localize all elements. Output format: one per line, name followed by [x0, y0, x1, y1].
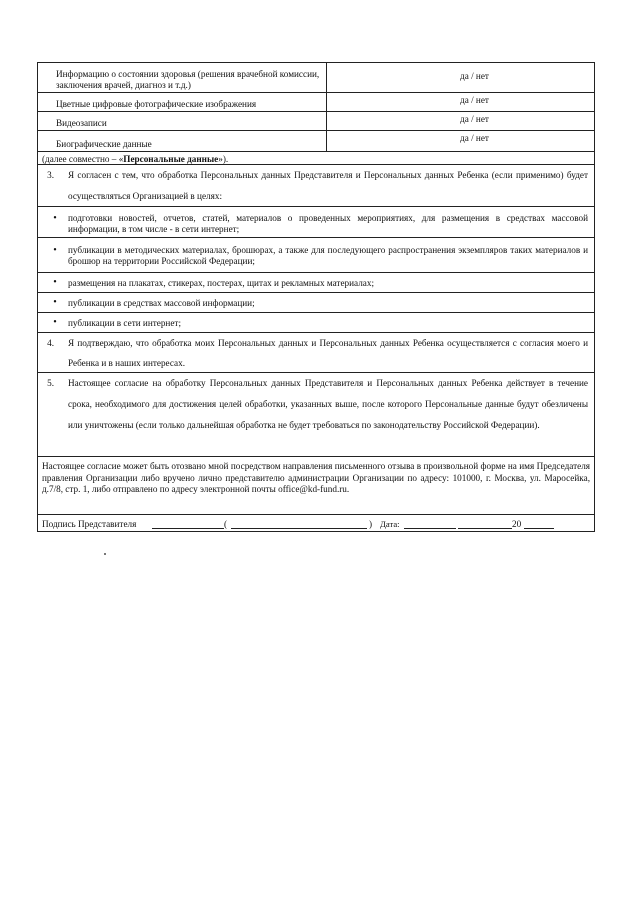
revocation-note: Настоящее согласие может быть отозвано мной посредством направления письменного отзыва в произвольной форме на имя Председателя правления Организации либо вручено лично представителю администрации Организации по адресу: 101000, г. Москва, ул. Маросейка, д.7/8, стр. 1, либо отправлено по адресу электронной почты office@kd-fund.ru. — [38, 457, 594, 515]
data-row-bio — [38, 131, 594, 152]
date-year-field[interactable] — [524, 528, 554, 529]
yes-no-choice[interactable]: да / нет — [460, 114, 489, 124]
consent-form — [37, 62, 595, 532]
joint-suffix: »). — [218, 154, 229, 164]
clause-3 — [38, 165, 594, 207]
data-label: Цветные цифровые фотографические изображения — [38, 93, 327, 111]
data-label: Биографические данные — [38, 131, 327, 151]
bullet-icon: • — [53, 317, 57, 328]
purpose-item — [38, 238, 594, 273]
data-row-health — [38, 63, 594, 93]
clause-number: 3. — [47, 170, 54, 180]
purpose-item — [38, 273, 594, 293]
joint-definition — [38, 152, 594, 165]
clause-text: Настоящее согласие на обработку Персональных данных Представителя и Персональных данных Ребенка действует в течение срока, необходимого для достижения целей обработки, указанных выше, после которого Персональные данные будут обезличены или уничтожены (если только дальнейшая обработка не будет требоваться по законодательству Российской Федерации). — [68, 378, 588, 430]
year-prefix: 20 — [512, 519, 522, 529]
purpose-item — [38, 207, 594, 238]
yes-no-choice[interactable]: да / нет — [460, 133, 489, 143]
signature-field[interactable] — [152, 528, 224, 529]
signature-label: Подпись Представителя — [42, 519, 137, 529]
bullet-icon: • — [53, 297, 57, 308]
purpose-text: публикации в средствах массовой информации; — [68, 298, 255, 308]
name-field[interactable] — [231, 528, 367, 529]
joint-term: Персональные данные — [123, 154, 219, 164]
purpose-item — [38, 293, 594, 313]
data-row-photos — [38, 93, 594, 112]
date-month-field[interactable] — [458, 528, 512, 529]
signature-row — [38, 515, 594, 531]
clause-4 — [38, 333, 594, 373]
bullet-icon: • — [53, 277, 57, 288]
clause-5 — [38, 373, 594, 457]
purpose-text: публикации в сети интернет; — [68, 318, 181, 328]
clause-text: Я подтверждаю, что обработка моих Персональных данных и Персональных данных Ребенка осуществляется с согласия моего и Ребенка и в наших интересах. — [68, 338, 588, 368]
purpose-text: подготовки новостей, отчетов, статей, материалов о проведенных мероприятиях, для размещения в средствах массовой информации, в том числе - в сети интернет; — [68, 213, 588, 234]
paren-close: ) — [369, 519, 373, 529]
date-label: Дата: — [380, 519, 400, 529]
clause-number: 5. — [47, 378, 54, 388]
clause-text: Я согласен с тем, что обработка Персональных данных Представителя и Персональных данных Ребенка (если применимо) будет осуществляться Организацией в целях: — [68, 170, 588, 201]
date-day-field[interactable] — [404, 528, 456, 529]
data-label: Видеозаписи — [38, 112, 327, 130]
joint-prefix: (далее совместно – « — [42, 154, 124, 164]
yes-no-choice[interactable]: да / нет — [460, 95, 489, 105]
data-label: Информацию о состоянии здоровья (решения врачебной комиссии, заключения врачей, диагноз и т.д.) — [38, 63, 327, 92]
clause-number: 4. — [47, 338, 54, 348]
scan-speck — [104, 553, 106, 555]
purpose-text: публикации в методических материалах, брошюрах, а также для последующего распространения экземпляров таких материалов и брошюр на территории Российской Федерации; — [68, 245, 588, 266]
yes-no-choice[interactable]: да / нет — [460, 71, 489, 81]
purpose-text: размещения на плакатах, стикерах, постерах, щитах и рекламных материалах; — [68, 278, 375, 288]
paren-open: ( — [224, 519, 228, 529]
bullet-icon: • — [53, 245, 57, 256]
data-row-video — [38, 112, 594, 131]
bullet-icon: • — [53, 213, 57, 224]
purpose-item — [38, 313, 594, 333]
